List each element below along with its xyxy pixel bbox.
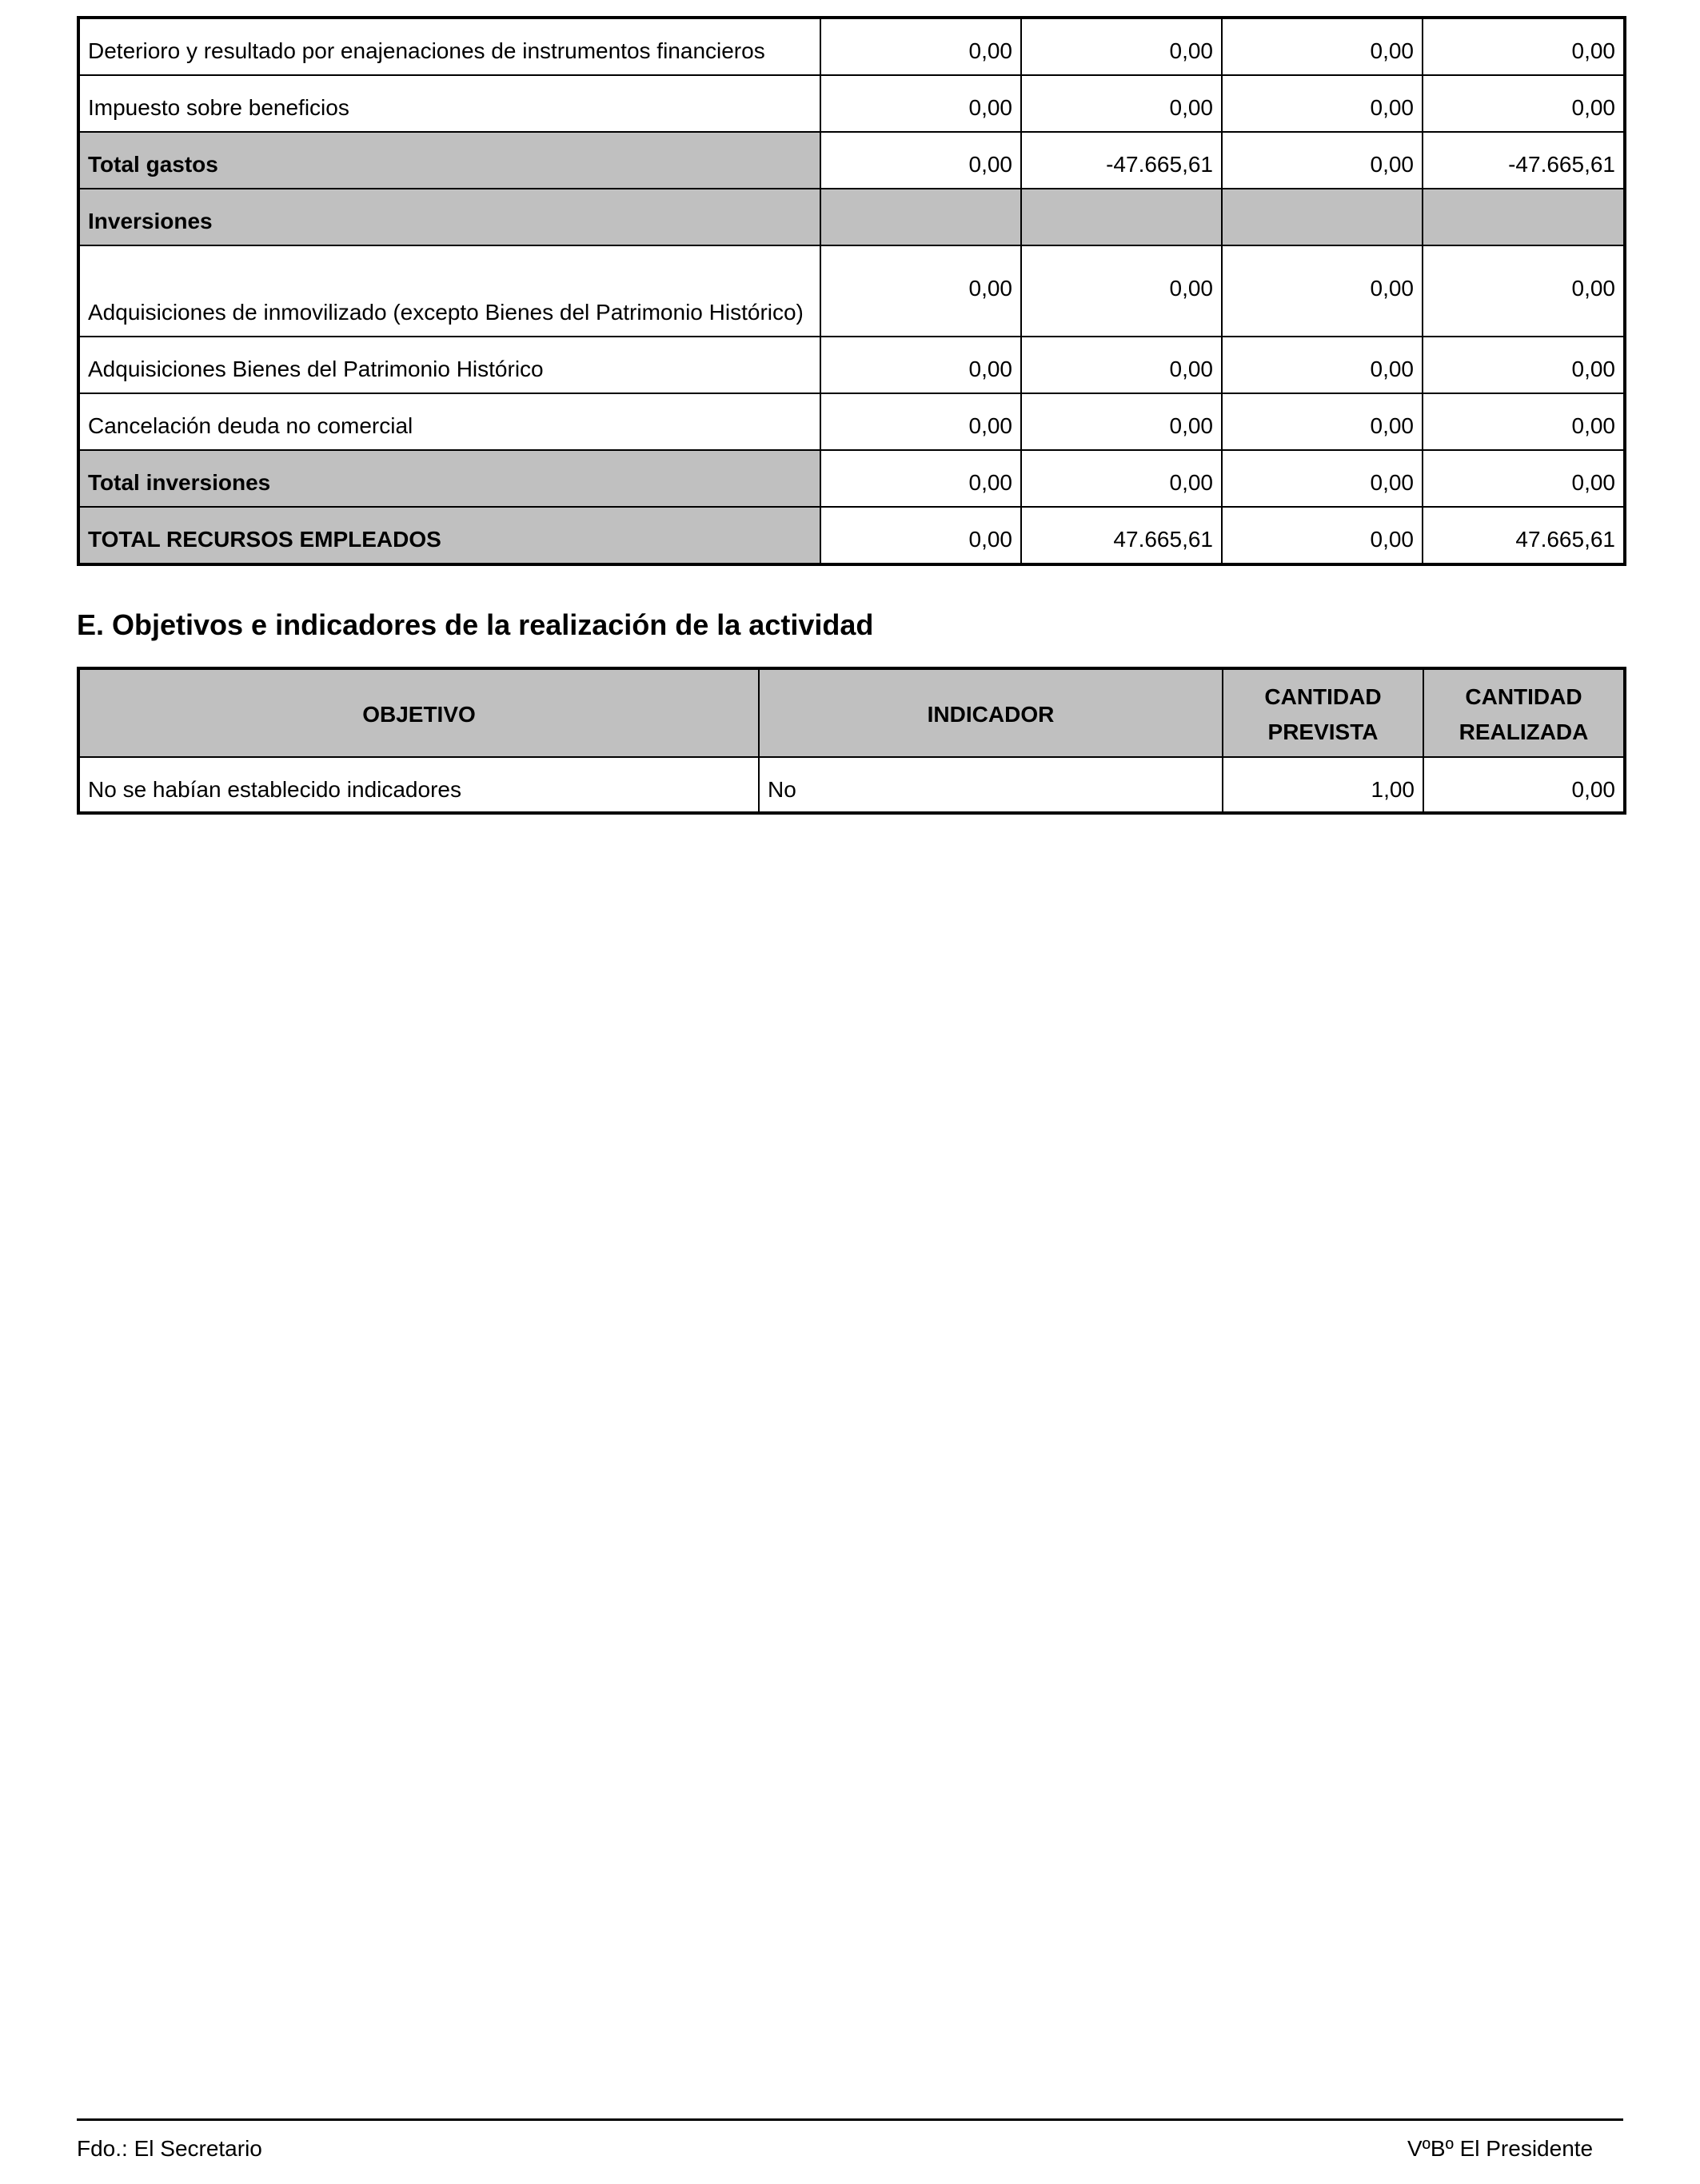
cell-value: 0,00 [1021,450,1222,507]
header-cantidad-realizada: CANTIDAD REALIZADA [1423,668,1625,757]
cell-prevista: 1,00 [1223,757,1423,813]
cell-value: 0,00 [1222,75,1423,132]
cell-indicador: No [759,757,1223,813]
footer-divider [77,2118,1623,2121]
footer-signature-secretary: Fdo.: El Secretario [77,2136,262,2161]
cell-value: 47.665,61 [1021,507,1222,564]
table-row-total-recursos [78,507,1625,564]
cell-value: 0,00 [820,75,1021,132]
cell-value: 0,00 [1222,337,1423,393]
cell-value: 0,00 [1423,450,1625,507]
table-row [78,18,1625,75]
section-e-title: E. Objetivos e indicadores de la realización de la actividad [77,608,874,641]
cell-realizada: 0,00 [1423,757,1625,813]
cell-value: 0,00 [1423,245,1625,337]
cell-value: 0,00 [1222,132,1423,189]
row-label: Cancelación deuda no comercial [78,393,820,450]
cell-value: 0,00 [1222,245,1423,337]
cell-value [1222,189,1423,245]
table-header-row [78,668,1625,757]
cell-objetivo: No se habían establecido indicadores [78,757,759,813]
cell-value: 0,00 [1423,75,1625,132]
cell-value: -47.665,61 [1021,132,1222,189]
cell-value: 0,00 [820,450,1021,507]
table-row-inversiones-header [78,189,1625,245]
cell-value: 0,00 [1222,393,1423,450]
table-row [78,75,1625,132]
cell-value: 47.665,61 [1423,507,1625,564]
cell-value [1423,189,1625,245]
cell-value: 0,00 [1021,393,1222,450]
row-label: Adquisiciones de inmovilizado (excepto Bienes del Patrimonio Histórico) [78,245,820,337]
row-label: Total gastos [78,132,820,189]
cell-value: 0,00 [820,18,1021,75]
cell-value [1021,189,1222,245]
cell-value: 0,00 [820,337,1021,393]
objectives-table [77,667,1626,815]
cell-value: 0,00 [820,507,1021,564]
footer-signature-president: VºBº El Presidente [1407,2136,1594,2161]
resources-table [77,16,1626,566]
header-cantidad-prevista: CANTIDAD PREVISTA [1223,668,1423,757]
cell-value [820,189,1021,245]
cell-value: 0,00 [1021,75,1222,132]
table-row [78,245,1625,337]
document-page [77,16,1623,815]
table-row [78,393,1625,450]
cell-value: 0,00 [1021,18,1222,75]
header-indicador: INDICADOR [759,668,1223,757]
cell-value: -47.665,61 [1423,132,1625,189]
row-label: Impuesto sobre beneficios [78,75,820,132]
cell-value: 0,00 [820,132,1021,189]
cell-value: 0,00 [1021,245,1222,337]
row-label: Adquisiciones Bienes del Patrimonio Histórico [78,337,820,393]
row-label: Deterioro y resultado por enajenaciones de instrumentos financieros [78,18,820,75]
row-label: Inversiones [78,189,820,245]
table-row [78,337,1625,393]
cell-value: 0,00 [820,393,1021,450]
cell-value: 0,00 [1423,337,1625,393]
table-row-total-gastos [78,132,1625,189]
cell-value: 0,00 [1021,337,1222,393]
cell-value: 0,00 [1222,18,1423,75]
header-objetivo: OBJETIVO [78,668,759,757]
table-row-total-inversiones [78,450,1625,507]
row-label: TOTAL RECURSOS EMPLEADOS [78,507,820,564]
table-row [78,757,1625,813]
row-label: Total inversiones [78,450,820,507]
cell-value: 0,00 [1423,393,1625,450]
cell-value: 0,00 [1423,18,1625,75]
cell-value: 0,00 [1222,507,1423,564]
cell-value: 0,00 [1222,450,1423,507]
cell-value: 0,00 [820,245,1021,337]
